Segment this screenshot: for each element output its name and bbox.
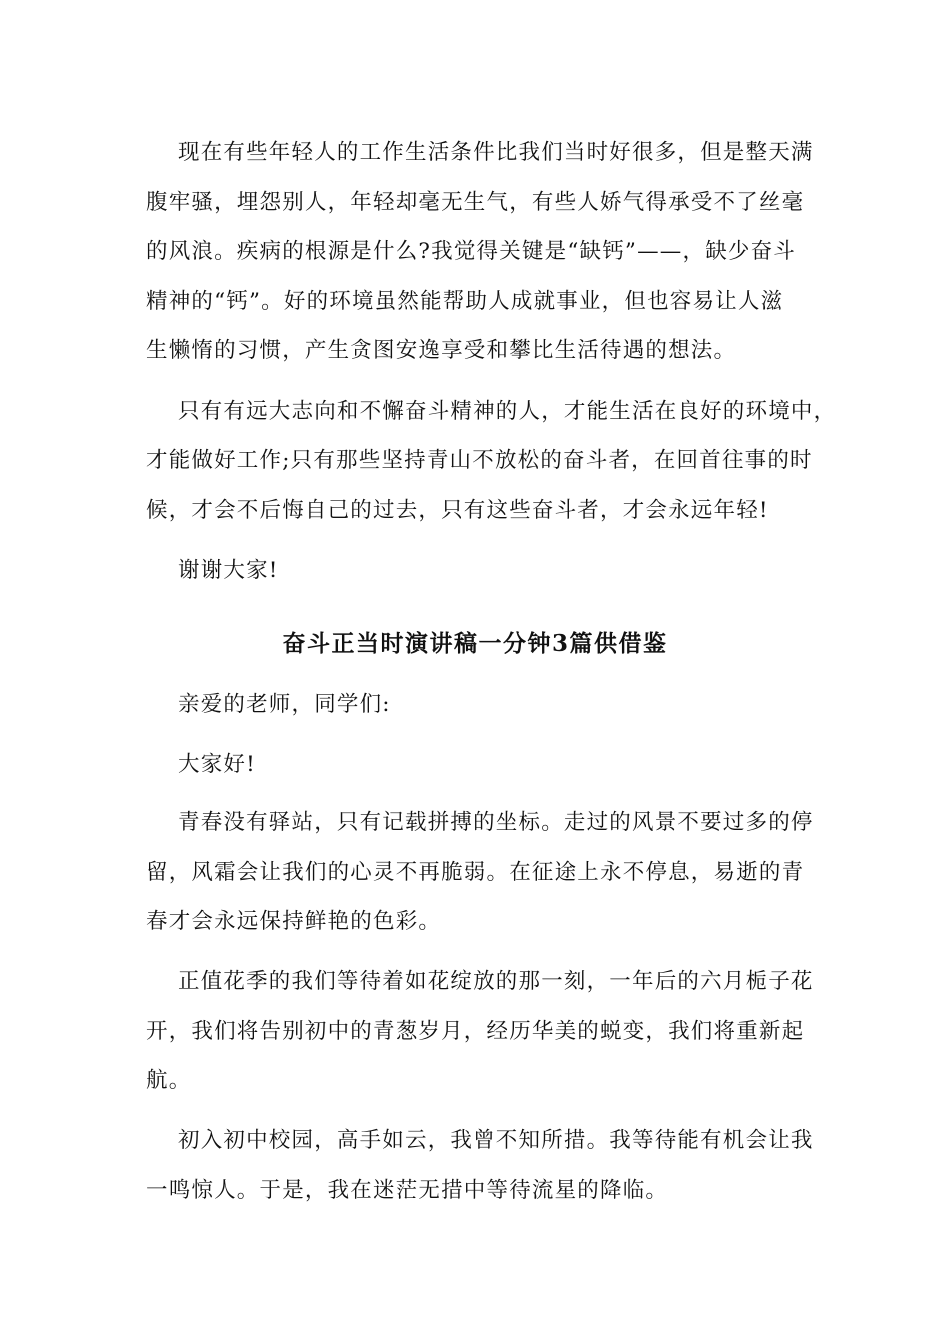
paragraph-1-line-3: 的风浪。疾病的根源是什么?我觉得关键是“缺钙”——，缺少奋斗 [146,239,797,264]
paragraph-1-line-1: 现在有些年轻人的工作生活条件比我们当时好很多，但是整天满 [178,140,814,165]
paragraph-6-line-1: 初入初中校园，高手如云，我曾不知所措。我等待能有机会让我 [178,1128,814,1153]
paragraph-1-line-5: 生懒惰的习惯，产生贪图安逸享受和攀比生活待遇的想法。 [146,338,737,363]
paragraph-5-line-2: 开，我们将告别初中的青葱岁月，经历华美的蜕变，我们将重新起 [146,1019,805,1044]
section-title: 奋斗正当时演讲稿一分钟3篇供借鉴 [282,630,668,657]
paragraph-4-line-2: 留，风霜会让我们的心灵不再脆弱。在征途上永不停息，易逝的青 [146,860,805,885]
greeting: 大家好! [178,752,256,777]
paragraph-1-line-2: 腹牢骚，埋怨别人，年轻却毫无生气，有些人娇气得承受不了丝毫 [146,190,805,215]
paragraph-1-line-4: 精神的“钙”。好的环境虽然能帮助人成就事业，但也容易让人滋 [146,289,784,314]
paragraph-2-line-3: 候，才会不后悔自己的过去，只有这些奋斗者，才会永远年轻! [146,498,769,523]
paragraph-6-line-2: 一鸣惊人。于是，我在迷茫无措中等待流星的降临。 [146,1178,669,1203]
paragraph-2-line-1: 只有有远大志向和不懈奋斗精神的人，才能生活在良好的环境中， [178,399,837,424]
paragraph-2-line-2: 才能做好工作;只有那些坚持青山不放松的奋斗者，在回首往事的时 [146,448,813,473]
paragraph-3-line-1: 谢谢大家! [178,558,279,583]
paragraph-5-line-1: 正值花季的我们等待着如花绽放的那一刻，一年后的六月栀子花 [178,969,814,994]
salutation: 亲爱的老师，同学们: [178,692,391,717]
paragraph-4-line-3: 春才会永远保持鲜艳的色彩。 [146,909,442,934]
paragraph-4-line-1: 青春没有驿站，只有记载拼搏的坐标。走过的风景不要过多的停 [178,810,814,835]
paragraph-5-line-3: 航。 [146,1068,192,1093]
